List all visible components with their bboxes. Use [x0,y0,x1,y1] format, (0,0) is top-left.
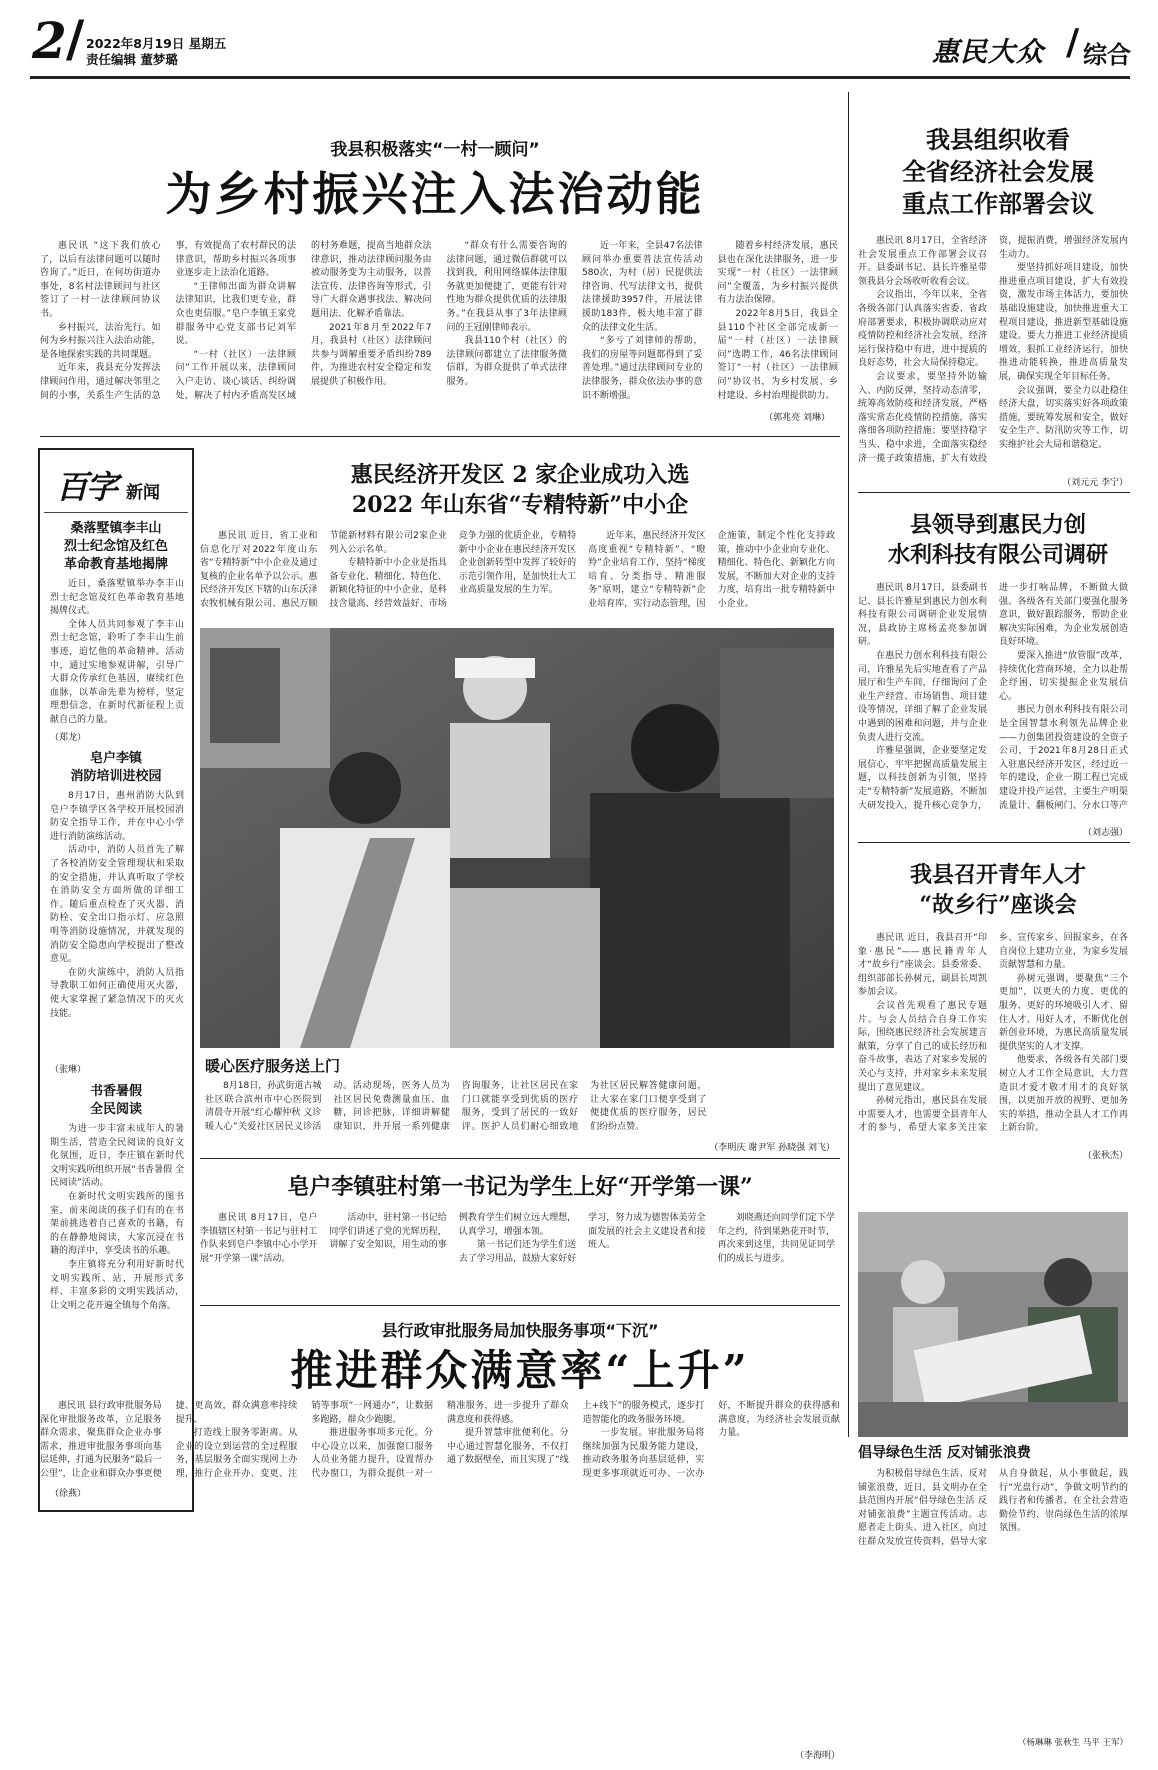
paragraph: 会议首先观看了惠民专题片。与会人员结合自身工作实际，围绕惠民经济社会发展建言献策，分享了自己的成长经历和奋斗故事，表达了对家乡发展的关心与支持，并对家乡未来发展提出了意见建议。 [858,1000,987,1093]
brief-title: 烈士纪念馆及红色 [63,539,168,554]
article-title-line: 惠民经济开发区 2 家企业成功入选 [350,462,690,488]
article-body [858,582,1128,822]
article-title: 皂户李镇驻村第一书记为学生上好“开学第一课” [287,1174,753,1200]
paragraph: 会议强调，要全力以赴稳住经济大盘，切实落实好各项政策措施，要统筹发展和安全，做好安全生产、防汛防灾等工作，切实维护社会大局和谐稳定。 [999,385,1128,450]
article-title-line: 2022 年山东省“专精特新”中小企 [351,492,689,518]
paragraph: 惠民讯 “这下我们放心了，以后有法律问题可以随时咨询了。”近日，在何坊街道办事处，8名村法律顾问与社区签订了一村一法律顾问协议书。 [40,241,161,319]
article-approval-service-body [40,1400,840,1745]
paragraph: 惠民讯 8月17日，全省经济社会发展重点工作部署会议召开。县委副书记、县长许雅星带领我县分会场收听收看会议。 [858,236,987,287]
paragraph: 孙树元强调，要聚焦“三个更加”，以更大的力度、更优的服务、更好的环境吸引人才、留住人才、用好人才，不断优化创新创业环境，为惠民高质量发展提供坚实的人才支撑。 [999,973,1128,1052]
paragraph: 惠民讯 近日，我县召开“印象·惠民”——惠民籍青年人才“故乡行”座谈会。县委常委、组织部部长孙树元，副县长周凯参加会议。 [858,933,987,998]
article-kicker: 县行政审批服务局加快服务事项“下沉” [381,1321,659,1340]
masthead-rule [30,76,1130,79]
section-rule [858,842,1130,843]
paragraph: “群众有什么需要咨询的法律问题，通过微信群就可以找到我，利用网络媒体法律服务就更加便捷了，更能有针对性地为群众提供优质的法律服务。”在我县从事了3年法律顾问的王冠刚律师表示。 [446,241,567,333]
article-body [200,1212,835,1296]
page-number: 2 [32,11,67,70]
column-divider [848,92,849,1437]
medical-service-photo [200,628,834,1048]
paragraph: 要坚持抓好项目建设，加快推进重点项目建设，扩大有效投资，激发市场主体活力，要加快基础设施建设，加快推进重大工程项目建设，推进新型基础设施建设。要大力推进工业经济提质增效，狠抓工业经济运行，加快推进动能转换，推进高质量发展，确保实现全年目标任务。 [999,263,1128,382]
article-body [858,235,1128,473]
article-body [40,240,838,426]
brief-title: 全民阅读 [89,1102,142,1117]
paragraph: 会议要求，要坚持外防输入、内防反弹，坚持动态清零，统筹高效防疫和经济发展，严格落实常态化疫情防控措施，落实落细各项防控措施；要坚持稳字当头、稳中求进，全面落实稳经济一揽子政策措施，扩大有效投资，提振消费，增强经济发展内生动力。 [858,236,1128,464]
section-name: 综合 [1083,40,1131,69]
paragraph: 他要求，各级各有关部门要树立人才工作全局意识，大力营造识才爱才敬才用才的良好氛围，以更加开放的视野、更加务实的举措，推动全县人才工作再上新台阶。 [999,1055,1128,1134]
paragraph: 我县110个村（社区）的法律顾问都建立了法律服务微信群，为群众提供了单式法律服务。 [446,336,567,387]
paragraph: 在防火演练中，消防人员指导教职工如何正确使用灭火器，使大家掌握了紧急情况下的灭火技能。 [50,967,184,1019]
caption-title: 暖心医疗服务送上门 [205,1057,341,1075]
paragraph: “一村（社区）一法律顾问”工作开展以来，法律顾问入户走访、谈心谈话、纠纷调处，解决了村内矛盾高发区域的村务难题，提高当地群众法律意识，推动法律顾问服务由被动服务变为主动服务，以普法宣传、法律咨询等形式，引导广大群众遇事找法、解决问题用法、化解矛盾靠法。 [175,241,432,401]
paragraph: 打造线上服务零距离。从企业的设立到运营的全过程服务，基层服务全面实现网上办理，推行企业开办、变更、注销等事项“一网通办”，让数据多跑路，群众少跑腿。 [175,1401,433,1479]
paragraph: 惠民讯 县行政审批服务局深化审批服务改革，立足服务群众需求，聚焦群众企业办事需求，推进审批服务事项向基层延伸，打通为民服务“最后一公里”，让企业和群众办事更便捷、更高效，群众满意率持续提升。 [40,1401,298,1479]
paper-name: 惠民大众 [932,37,1044,68]
paragraph: 近一年来，全县47名法律顾问举办重要普法宣传活动580次，为村（居）民提供法律咨询、代写法律文书，提供法律援助3957件，开展法律援助183件，极大地丰富了群众的法律文化生活。 [582,241,703,333]
article-title-line: 水利科技有限公司调研 [887,542,1108,568]
article-body [858,932,1128,1204]
issue-date: 2022年8月19日 星期五 [86,36,227,51]
paragraph: 活动中，驻村第一书记给同学们讲述了党的光辉历程，讲解了安全知识，用生动的事例教育学生们树立远大理想，认真学习，增强本领。 [329,1213,577,1251]
paragraph: 活动中，消防人员首先了解了各校消防安全管理现状和采取的安全措施，并认真听取了学校在消防安全方面所做的详细工作。随后重点检查了灭火器、消防栓、安全出口指示灯、应急照明等消防设施情况，并就发现的消防安全隐患向学校提出了整改意见。 [50,845,184,965]
caption-credit: （李明庆 谢尹军 孙晓强 刘飞） [640,1140,835,1153]
paragraph: 近年来，惠民经济开发区高度重视“专精特新”、“瞪羚”企业培育工作，坚持“梯度培育、分类指导、精准服务”原则，建立“专精特新”企业培育库，实行动态管理，因企施策，制定个性化支持政策，推动中小企业向专业化、精细化、特色化、新颖化方向发展，不断加大对企业的支持力度，培育出一批专精特新中小企业。 [588,531,835,609]
paragraph: 刘晓燕还向同学们定下学年之约，待到果熟花开时节，再次来到这里，共同见证同学们的成长与进步。 [717,1213,835,1264]
brief-body [50,578,184,728]
section-rule [200,1158,840,1159]
paragraph: 近日，桑落墅镇举办李丰山烈士纪念馆及红色革命教育基地揭牌仪式。 [50,579,184,617]
paragraph: 在惠民力创水利科技有限公司，许雅星先后实地查看了产品展厅和生产车间，仔细询问了企业生产经营、市场销售、项目建设等情况，详细了解了企业发展中遇到的困难和问题，并与企业负责人进行交流。 [858,650,987,743]
article-author: （张秋杰） [1000,1148,1128,1161]
brief-title: 书香暑假 [89,1084,142,1099]
brief-title: 桑落墅镇李丰山 [70,521,162,536]
brief-news-sidebar [38,448,194,1512]
brief-news-logo-chars: 百字 [56,468,117,506]
article-author: （刘志强） [1082,828,1128,838]
paragraph: 惠民讯 8月17日，县委副书记、县长许雅星到惠民力创水利科技有限公司调研企业发展情况，县政协主席杨孟亮参加调研。 [858,583,987,648]
article-title-line: 我县召开青年人才 [909,862,1086,888]
article-title-line: 我县组织收看 [926,125,1070,154]
caption-credit: （杨琳琳 张秋生 马平 王军） [960,1736,1128,1748]
paragraph: 惠民讯 近日，省工业和信息化厅对2022年度山东省“专精特新”中小企业及通过复核的企业名单予以公示。惠民经济开发区下辖的山东沃泽农牧机械有限公司、惠民万顺节能新材料有限公司2家企业列入公示名单。 [200,531,447,609]
section-slash: / [1066,22,1080,63]
brief-news-logo [44,456,188,513]
section-rule [858,492,1130,493]
article-body [200,530,835,612]
paragraph: 一步发展。审批服务局将继续加强为民服务能力建设，推动政务服务向基层延伸，实现更多事项就近可办、一次办好，不断提升群众的获得感和满意度，为经济社会发展贡献力量。 [582,1401,840,1479]
paragraph: 8月18日，孙武街道古城社区联合滨州市中心医院到清晨寺开展“红心耀仲秋 义诊暖人心”关爱社区居民义诊活动。活动现场，医务人员为社区居民免费测量血压、血糖，问诊把脉，详细讲解健康知识，并开展一系列健康咨询服务，让社区居民在家门口就能享受到优质的医疗服务，受到了居民的一致好评。医护人员们耐心细致地为社区居民解答健康问题，让大家在家门口便享受到了便捷优质的医疗服务，居民们纷纷点赞。 [205,1081,707,1132]
paragraph: 乡村振兴，法治先行。如何为乡村振兴注入法治动能，是各地探索实践的共同课题。 [40,322,161,360]
brief-author: （徐燕） [50,1489,87,1499]
paragraph: 随着乡村经济发展，惠民县也在深化法律服务，进一步实现“一村（社区）一法律顾问”全覆盖，为乡村振兴提供有力法治保障。 [717,241,838,306]
responsible-editor: 责任编辑 董梦璐 [86,52,178,67]
section-rule [200,1305,840,1306]
article-title-line: 重点工作部署会议 [902,189,1094,218]
green-life-photo [858,1212,1128,1437]
brief-news-logo-word: 新闻 [126,483,160,503]
brief-title: 皂户李镇 [89,751,142,766]
paragraph: 提升智慧审批便利化。分中心通过智慧化服务，不仅打通了数据壁垒，而且实现了“线上+线下”的服务模式，逐步打造智能化的政务服务环境。 [446,1401,705,1466]
paragraph: 全体人员共同参观了李丰山烈士纪念馆，聆听了李丰山生前事迹，追忆他的革命精神。活动中，通过实地参观讲解，引导广大群众传承红色基因，赓续红色血脉，以革命先辈为榜样，坚定理想信念，在新时代新征程上贡献自己的力量。 [50,619,184,725]
caption-body [858,1468,1128,1730]
article-title: 推进群众满意率“上升” [290,1346,750,1395]
paragraph: 要深入推进“放管服”改革，持续优化营商环境，全力以赴帮企纾困，切实提振企业发展信心。 [999,650,1128,702]
paragraph: 李庄镇将充分利用好新时代文明实践所、站，开展形式多样、丰富多彩的文明实践活动，让文明之花开遍全镇每个角落。 [50,1259,184,1311]
paragraph: 2022年8月5日，我县全县110个社区全部完成新一届“一村（社区）一法律顾问”选聘工作，46名法律顾问签订“一村（社区）一法律顾问”协议书，为乡村发展、乡村建设、乡村治理提供助力。 [717,308,838,401]
paragraph: 专精特新中小企业是指具备专业化、精细化、特色化、新颖化特征的中小企业，是科技含量高、经营效益好、市场竞争力强的优质企业，专精特新中小企业在惠民经济开发区企业创新转型中发挥了较好的示范引领作用，是加快壮大工业高质量发展的生力军。 [329,531,577,609]
photo-illustration [200,628,834,1048]
paragraph: 会议指出，今年以来，全省各级各部门认真落实省委、省政府部署要求，积极协调联动应对疫情防控和经济社会发展，经济运行保持稳中有进，进中提质的良好态势，社会大局保持稳定。 [858,290,987,369]
article-title-line: 县领导到惠民力创 [909,512,1086,538]
paragraph: 惠民讯 8月17日，皂户李镇辖区村第一书记与驻村工作队来到皂户李镇中心小学开展“开学第一课”活动。 [200,1213,318,1264]
caption-title: 倡导绿色生活 反对铺张浪费 [858,1445,1031,1461]
article-kicker: 我县积极落实“一村一顾问” [330,140,540,160]
page-number-slash: / [66,10,85,68]
brief-body [50,790,184,1060]
paragraph: 8月17日，惠州消防大队到皂户李镇学区各学校开展校园消防安全指导工作，并在中心小学进行消防演练活动。 [50,791,184,842]
article-title-line: 全省经济社会发展 [902,157,1094,186]
paragraph: 推进服务事项多元化。分中心设立以来，加强窗口服务人员业务能力提升，设置帮办代办窗口，为群众提供一对一精准服务，进一步提升了群众满意度和获得感。 [311,1401,569,1479]
paragraph: 第一书记们还为学生们送去了学习用品，鼓励大家好好学习，努力成为德智体美劳全面发展的社会主义建设者和接班人。 [458,1213,706,1264]
article-title: 为乡村振兴注入法治动能 [165,167,705,221]
paragraph: 为进一步丰富未成年人的暑期生活，营造全民阅读的良好文化氛围，近日，李庄镇在新时代文明实践所组织开展“书香暑假 全民阅读”活动。 [50,1124,184,1189]
section-rule [40,436,840,437]
photo-illustration [858,1212,1128,1437]
paragraph: 2021年8月至2022年7月，我县村（社区）法律顾问共参与调解重要矛盾纠纷789件，为推进农村安全稳定和发展提供了积极作用。 [311,322,432,387]
brief-title: 革命教育基地揭牌 [63,557,168,572]
paragraph: “王律师出面为群众讲解法律知识，比我们更专业，群众也更信服。”皂户李镇王家党群服务中心党支部书记刘军说。 [175,281,296,347]
paragraph: 许雅星强调，企业要坚定发展信心，牢牢把握高质量发展主题，以科技创新为引领，坚持走“专精特新”发展道路，不断加大研发投入，提升核心竞争力，进一步打响品牌，不断做大做强。各级各有关部门要强化服务意识，做好跟踪服务，帮助企业解决实际困难，为企业发展创造良好环境。 [858,583,1128,811]
article-title-line: “故乡行”座谈会 [919,892,1077,918]
brief-author: （张琳） [50,1065,87,1075]
paragraph: 惠民力创水利科技有限公司是全国智慧水利领先品牌企业——力创集团投资建设的全资子公司，于2021年8月28日正式入驻惠民经济开发区，经过近一年的建设，企业一期工程已完成建设并投产运营，主要生产明渠流量计、翻板闸门、分水口等产 [999,705,1128,811]
brief-title: 消防培训进校园 [70,769,162,784]
article-author: （刘元元 李宁） [1062,478,1128,488]
paragraph: 在新时代文明实践所的图书室，前来阅读的孩子们有的在书架前挑选着自己喜欢的书籍，有的在静静地阅读，大家沉浸在书籍的海洋中，享受读书的乐趣。 [50,1191,184,1257]
paragraph: 为积极倡导绿色生活、反对铺张浪费，近日，县文明办在全县范围内开展“倡导绿色生活 反对铺张浪费”主题宣传活动。志愿者走上街头、进入社区，向过往群众发放宣传资料，倡导大家从自身做起，从小事做起，践行“光盘行动”，争做文明节约的践行者和传播者，在全社会营造勤俭节约、崇尚绿色生活的浓厚氛围。 [858,1469,1128,1547]
article-author: （郭兆亮 刘琳） [700,410,830,423]
paragraph: 孙树元指出，惠民县在发展中需要人才，也需要全县青年人才的参与，希望大家多关注家乡、宣传家乡、回报家乡，在各自岗位上建功立业，为家乡发展贡献智慧和力量。 [858,933,1128,1134]
brief-author: （郑龙） [50,733,87,743]
paragraph: “多亏了刘律师的帮助，我们的房屋等问题都得到了妥善处理。”通过法律顾问专业的法律服务，群众依法办事的意识不断增强。 [582,336,703,401]
article-author: （李海明） [794,1751,840,1761]
paragraph: 近年来，我县充分发挥法律顾问作用，通过解决邻里之间的小事，关系生产生活的急事，有效提高了农村群民的法律意识，帮助乡村振兴各项事业逐步走上法治化道路。 [40,241,296,401]
